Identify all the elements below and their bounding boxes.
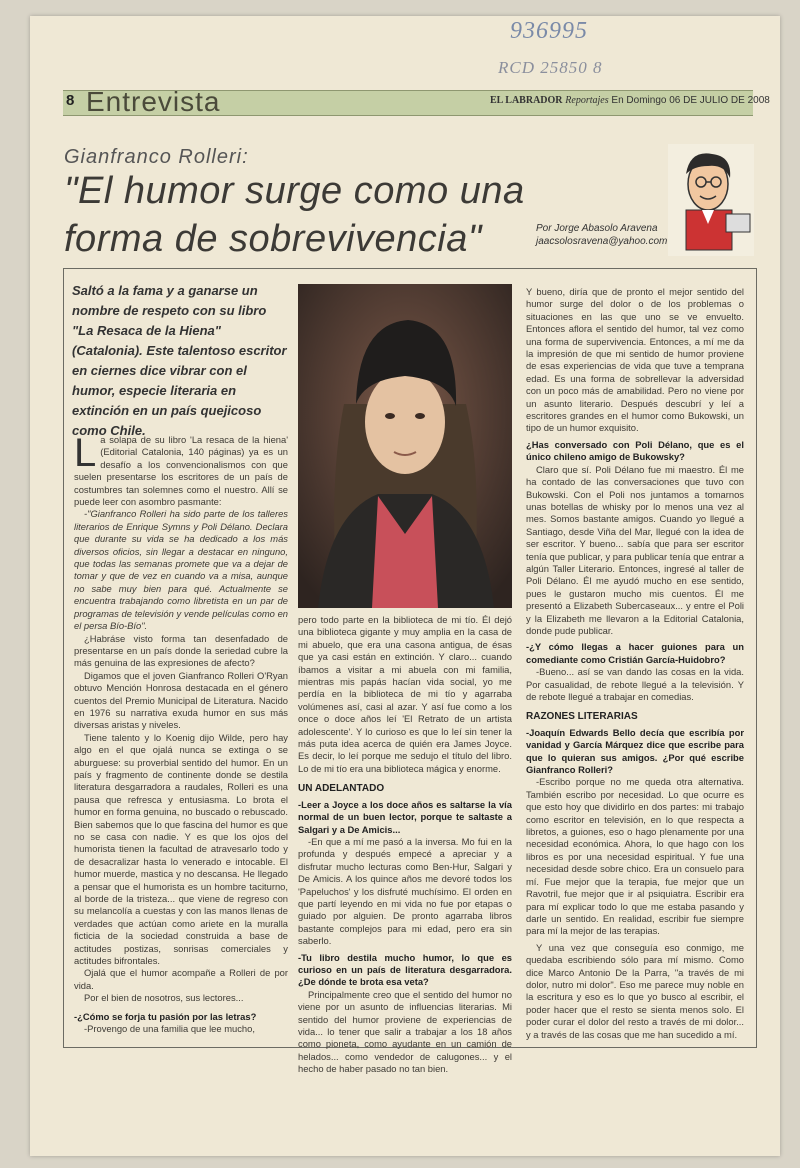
publication-line xyxy=(490,95,770,106)
paragraph: Ojalá que el humor acompañe a Rolleri de por vida. xyxy=(74,967,288,991)
paragraph: -"Gianfranco Rolleri ha sido parte de los talleres literarios de Enrique Symns y Poli Délano. Declara que durante su vida se ha dedicado a los más diversos oficios, sin llegar a destacar en ninguno, que todas las semanas promete que va a dejar de tomar y que de vez en cuando va a misa, aunque no sabe muy bien para qué. Actualmente se encuentra trabajando como libretista en un par de programas de televisión y vende películas como en el persa Bío-Bío". xyxy=(74,508,288,632)
question: -Joaquín Edwards Bello decía que escribía por vanidad y García Márquez dice que escribe para que lo quieran sus amigos. ¿Por qué escribe Gianfranco Rolleri? xyxy=(526,726,744,776)
paragraph: Por el bien de nosotros, sus lectores... xyxy=(84,992,244,1004)
paragraph: ¿Habráse visto forma tan desenfadado de presentarse en un país donde la seriedad cubre la más genuina de las expresiones de afecto? xyxy=(74,632,288,669)
answer: -Escribo porque no me queda otra alternativa. También escribo por necesidad. Lo que ocurre es que esto hoy que dividirlo en dos partes: mi trabajo como escritor en televisión, en lo que respecta a libretos, a guiones, eso o hago plenamente por una necesidad económica. Ahora, lo que hago con los libros es por una necesidad espiritual. Y fue una necesidad desde sobre chico. Era un consuelo para mí. Fue mejor que la terapia, fue mejor que un Ravotril, fue mejor que ir al psiquiatra. Escribir era para mí explicar todo lo que me estaba pasando y darle un sentido. En realidad, escribir fue siempre para mí la mejor de las terapias. xyxy=(526,776,744,937)
paragraph: Tiene talento y lo Koenig dijo Wilde, pero hay algo en el que ojalá nunca se extinga o se aburguese: su proverbial sentido del humor. En un país y fragmento de continente donde se destila literatura desgarradora a raudales, Rolleri es una pausa que refresca y entusiasma. Lo brota el humor en forma genuina, no buscado o rebuscado. Bien sabemos que lo que fascina del humor es que no se casa con nadie. Y es que los ojos del humorista tienen la facultad de atravesarlo todo y de desacralizar hasta lo venerado e intocable. El humor muerde, mastica y no descansa. He llegado a pensar que el humorista es un hombre taciturno, al borde de la tristeza... que viene de regreso con su melancolía a cuestas y con las manos llenas de verdades que actúan como ariete en la muralla ficticia de la sociedad construida a base de actitudes postizas, sonrisas comerciales y actitudes bifrontales. xyxy=(74,731,288,967)
answer: -Provengo de una familia que lee mucho, xyxy=(84,1023,255,1035)
section-title: Entrevista xyxy=(86,86,221,117)
drop-cap: L xyxy=(74,431,97,475)
paragraph: Y una vez que conseguía eso conmigo, me quedaba escribiendo sólo para mí mismo. Como dice Marco Antonio De la Parra, "a través de mi dolor, nutro mi dolor". Eso me parece muy noble en la escritura y eso es lo que yo busco al escribir, el poder hacer que el resto se sienta menos solo. El poder curar el dolor del resto a través de mi dolor... y a través de las cosas que me han sucedido a mí. xyxy=(526,941,744,1040)
paragraph: Y bueno, diría que de pronto el mejor sentido del humor surge del dolor o de los problemas o situaciones en las que uno se ve envuelto. Entonces aflora el sentido del humor, tal vez como una forma de supervivencia. Entonces, a mí me da la impresión de que mi sentido de humor proviene de esas experiencias de vida que tuve a temprana edad. Es una forma de sobrellevar la adversidad con un poco más de amabilidad. Pero no viene por un asunto literario. Después descubrí y leí a escritores grandes en el humor como Bukowski, un tipo de un humor exquisito. xyxy=(526,286,744,434)
subheading: UN ADELANTADO xyxy=(298,783,385,795)
article-column-1 xyxy=(74,431,288,1036)
author-caricature-icon xyxy=(668,144,754,256)
headline-line-1: "El humor surge como una xyxy=(64,170,525,212)
article-column-3 xyxy=(526,286,744,1041)
handwritten-number: 936995 xyxy=(510,18,588,44)
paragraph: Digamos que el joven Gianfranco Rolleri O'Ryan obtuvo Mención Honrosa destacada en el género cuentos del Premio Municipal de Literatura. Nacido en 1976 su narrativa exuda humor en sus más diversas aristas y niveles. xyxy=(74,669,288,731)
article-intro: Saltó a la fama y a ganarse un nombre de respeto con su libro "La Resaca de la Hiena" (Catalonia). Este talentoso escritor en ciernes dice vibrar con el humor, especie literaria en extinción en un país quejicoso como Chile. xyxy=(72,283,287,438)
article-column-2 xyxy=(298,614,512,1076)
paragraph: a solapa de su libro 'La resaca de la hiena' (Editorial Catalonia, 140 páginas) ya es un desafío a los convencionalismos con que suelen presentarse los escritores de un país de costumbres tan solemnes como el nuestro. Allí se puede leer con asombro pasmante: xyxy=(74,434,288,508)
page-number: 8 xyxy=(66,92,75,109)
question: -¿Y cómo llegas a hacer guiones para un comediante como Cristián García-Huidobro? xyxy=(526,641,744,665)
question: -¿Cómo se forja tu pasión por las letras? xyxy=(74,1010,257,1022)
answer: -Bueno... así se van dando las cosas en la vida. Por casualidad, de rebote llegué a la televisión. Y de rebote llegué a trabajar en comedias. xyxy=(526,666,744,702)
paragraph: pero todo parte en la biblioteca de mi tío. Él dejó una biblioteca gigante y muy amplia en la casa de mi abuelo, que era una casona antigua, de ésas que ya casi están en extinción. Y claro... cuando íbamos a visitar a mi abuela con mi familia, mientras mis papás hacían vida social, yo me perdía en la biblioteca de mi tío y agarraba volúmenes así, casi al azar. Y así fue como a los once o doce años leí 'El Retrato de un artista adolescente'. Y lo curioso es que lo leí sin tener la más puta idea acerca de quién era James Joyce. Es decir, lo leí porque me sedujo el título del libro. Lo de mi tío era una biblioteca mágica y enorme. xyxy=(298,614,512,774)
edition-name: En Domingo xyxy=(611,95,667,106)
handwritten-code: RCD 25850 8 xyxy=(498,58,603,77)
supplement-name: Reportajes xyxy=(565,95,609,106)
answer: Claro que sí. Poli Délano fue mi maestro. Él me ha contado de las conversaciones que tuvo con Bukowski. Con el Poli nos juntamos a tomarnos unas botellas de whisky por lo menos una vez al mes. Somos bastante amigos. Cuando yo llegué a Santiago, desde Viña del Mar, llegué con la idea de ser escritor. Y bueno... sabía que para ser escritor tenía que publicar, y para publicar tenía que entrar a algún Taller Literario. Entonces, ingresé al taller de Poli Délano. Él me ayudó mucho en ese sentido, pues le gustaron mucho mis cuentos. Él me presentó a Elizabeth Subercaseaux... y entre el Poli y la Elizabeth me llevaron a la Editorial Catalonia, donde pude publicar. xyxy=(526,463,744,636)
answer: Principalmente creo que el sentido del humor no viene por un asunto de influencias literarias. Mi sentido del humor proviene de experiencias de vida... lo tener que salir a trabajar a los 18 años como pioneta, como ayudante en un camión de helados... como vendedor de calugones... y el hecho de haber pasado no tan bien. xyxy=(298,988,512,1075)
question: ¿Has conversado con Poli Délano, que es el único chileno amigo de Bukowsky? xyxy=(526,438,744,463)
answer: -En que a mí me pasó a la inversa. Mo fui en la profunda y después empecé a apreciar y a disfrutar mucho lecturas como Ben-Hur, Salgari y De Amicis. A los quince años me devoré todos los 'Papeluchos' y los disfruté muchísimo. El orden en que partí leyendo en mi vida no fue por etapas o guiado por alguien. De pronto agarraba libros bastante complejos para mi edad, pero era sin saberlo. xyxy=(298,835,512,947)
byline: Por Jorge Abasolo Aravena xyxy=(536,223,658,234)
article-kicker: Gianfranco Rolleri: xyxy=(64,146,249,168)
question: -Tu libro destila mucho humor, lo que es curioso en un país de literatura desgarradora. ¿De dónde te brota esa veta? xyxy=(298,951,512,988)
author-email: jaacsolosravena@yahoo.com xyxy=(536,236,668,247)
interviewee-photo xyxy=(298,284,512,608)
publication-date: 06 DE JULIO DE 2008 xyxy=(669,95,770,106)
newspaper-name: EL LABRADOR xyxy=(490,95,563,106)
subheading: RAZONES LITERARIAS xyxy=(526,711,638,723)
question: -Leer a Joyce a los doce años es saltarse la vía normal de un buen lector, porque te saltaste a Salgari y a De Amicis... xyxy=(298,798,512,835)
headline-line-2: forma de sobrevivencia" xyxy=(64,218,482,260)
